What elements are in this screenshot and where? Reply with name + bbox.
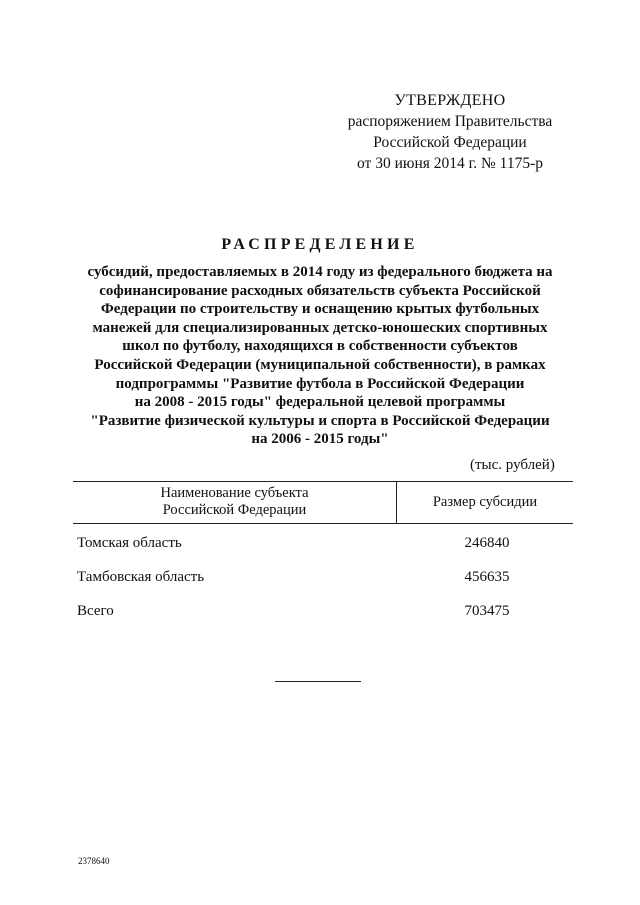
row-amount: 456635 (464, 569, 510, 585)
subtitle-line: Федерации по строительству и оснащению крытых футбольных (100, 301, 540, 318)
document-number: 2378640 (78, 856, 110, 866)
row-amount: 703475 (464, 603, 510, 619)
table-row (73, 603, 573, 620)
subtitle-line: подпрограммы "Развитие футбола в Российской Федерации (115, 375, 525, 392)
table-row (73, 535, 573, 552)
header-subject-line-1: Наименование субъекта (160, 485, 309, 501)
header-subject-line-2: Российской Федерации (162, 502, 307, 518)
subtitle-line: Российской Федерации (муниципальной собственности), в рамках (94, 356, 546, 373)
approval-line-2: Российской Федерации (373, 134, 527, 151)
subtitle-line: школ по футболу, находящихся в собственности субъектов (122, 338, 518, 355)
subtitle-line: на 2006 - 2015 годы" (251, 431, 389, 448)
table-header (73, 481, 573, 524)
row-amount: 246840 (464, 535, 510, 551)
row-subject: Тамбовская область (77, 569, 205, 585)
header-subject-name (73, 482, 397, 523)
header-subsidy-amount: Размер субсидии (432, 494, 538, 510)
units-label: (тыс. рублей) (470, 457, 555, 473)
subsidy-table (73, 481, 573, 619)
subtitle-line: на 2008 - 2015 годы" федеральной целевой программы (134, 394, 506, 411)
subtitle-line: манежей для специализированных детско-юношеских спортивных (92, 319, 548, 336)
subtitle-line: субсидий, предоставляемых в 2014 году из федерального бюджета на (87, 264, 553, 280)
document-title: РАСПРЕДЕЛЕНИЕ (221, 236, 419, 253)
approval-heading: УТВЕРЖДЕНО (394, 92, 506, 109)
approval-line-3: от 30 июня 2014 г. № 1175-р (357, 155, 543, 172)
table-row (73, 569, 573, 586)
subtitle-line: софинансирование расходных обязательств субъекта Российской (99, 282, 541, 299)
closing-rule (275, 681, 361, 682)
document-subtitle (70, 263, 570, 449)
row-subject: Всего (77, 603, 114, 619)
row-subject: Томская область (77, 535, 182, 551)
subtitle-line: "Развитие физической культуры и спорта в Российской Федерации (90, 412, 550, 429)
approval-block (330, 90, 570, 174)
approval-line-1: распоряжением Правительства (347, 113, 553, 130)
